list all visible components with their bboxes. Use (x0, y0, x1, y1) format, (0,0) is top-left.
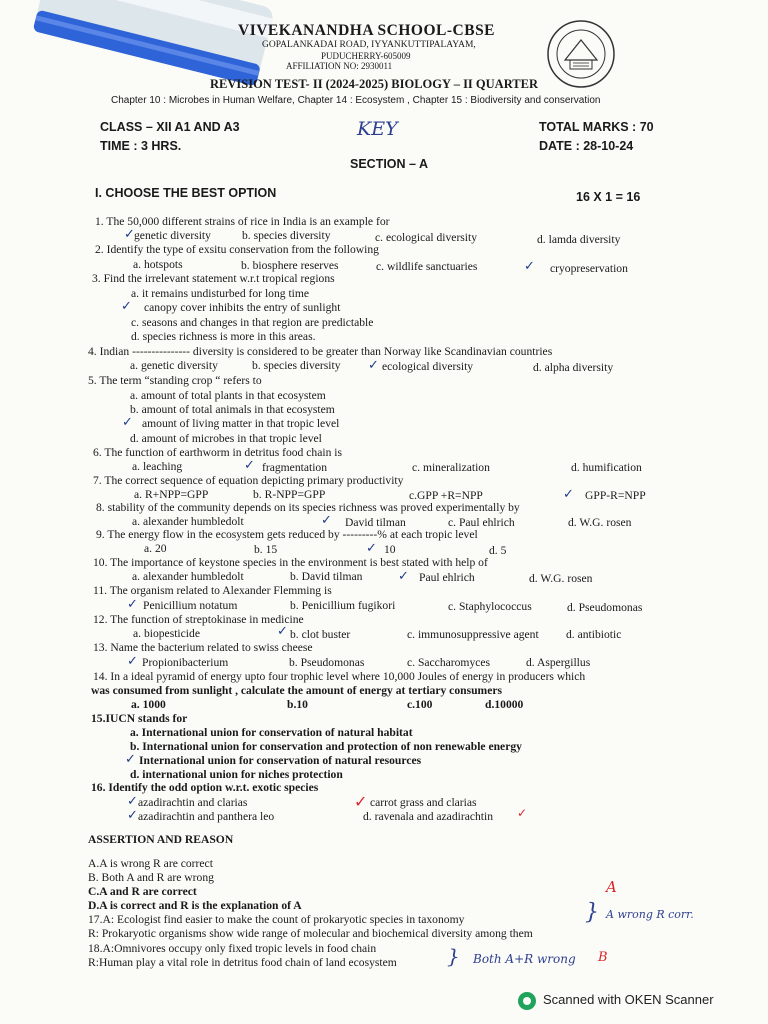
question-6: 6. The function of earthworm in detritus food chain is (93, 446, 342, 459)
question-12: 12. The function of streptokinase in medicine (93, 613, 304, 626)
exam-date: DATE : 28-10-24 (539, 139, 634, 153)
check-icon: ✓ (277, 624, 288, 639)
total-marks: TOTAL MARKS : 70 (539, 120, 654, 134)
check-icon: ✓ (366, 541, 377, 556)
check-icon: ✓ (321, 513, 332, 528)
question-2: 2. Identify the type of exsitu conservation from the following (95, 243, 379, 256)
question-11: 11. The organism related to Alexander Flemming is (93, 584, 332, 597)
note-18-handwritten: Both A+R wrong (473, 952, 576, 966)
question-14-cont: was consumed from sunlight , calculate the amount of energy at tertiary consumers (91, 684, 502, 697)
q7-option-c: c.GPP +R=NPP (409, 489, 483, 502)
exam-title: REVISION TEST- II (2024-2025) BIOLOGY – II QUARTER (210, 77, 538, 91)
question-17-reason: R: Prokaryotic organisms show wide range of molecular and biochemical diversity among them (88, 927, 533, 940)
answer-18-handwritten: B (598, 950, 608, 965)
cbse-logo (545, 18, 617, 90)
assertion-heading: ASSERTION AND REASON (88, 833, 234, 846)
q3-option-c: c. seasons and changes in that region are predictable (131, 316, 374, 329)
q2-option-c: c. wildlife sanctuaries (376, 260, 478, 273)
check-icon: ✓ (125, 752, 136, 767)
q13-option-d: d. Aspergillus (526, 656, 591, 669)
q9-option-d: d. 5 (489, 544, 507, 557)
assertion-option-a: A.A is wrong R are correct (88, 857, 213, 870)
check-icon: ✓ (354, 792, 368, 811)
class-label: CLASS – XII A1 AND A3 (100, 120, 240, 134)
question-14: 14. In a ideal pyramid of energy upto four trophic level where 10,000 Joules of energy in producers which (93, 670, 586, 683)
question-13: 13. Name the bacterium related to swiss cheese (93, 641, 313, 654)
school-name: VIVEKANANDHA SCHOOL-CBSE (238, 22, 496, 39)
q3-option-b: canopy cover inhibits the entry of sunlight (144, 301, 341, 314)
check-icon: ✓ (127, 808, 138, 823)
question-9: 9. The energy flow in the ecosystem gets reduced by ---------% at each tropic level (96, 528, 478, 541)
q2-option-a: a. hotspots (133, 258, 183, 271)
part-marks: 16 X 1 = 16 (576, 190, 641, 204)
q13-option-c: c. Saccharomyces (407, 656, 491, 669)
q9-option-a: a. 20 (144, 542, 167, 555)
q6-option-a: a. leaching (132, 460, 183, 473)
q16-option-a: azadirachtin and clarias (138, 796, 248, 809)
q3-option-a: a. it remains undisturbed for long time (131, 287, 310, 300)
q8-option-d: d. W.G. rosen (568, 516, 632, 529)
q12-option-d: d. antibiotic (566, 628, 622, 641)
q12-option-b: b. clot buster (290, 628, 351, 641)
q4-option-b: b. species diversity (252, 359, 341, 372)
school-address: GOPALANKADAI ROAD, IYYANKUTTIPALAYAM, (262, 40, 476, 50)
check-icon: ✓ (127, 654, 138, 669)
check-icon: ✓ (368, 358, 379, 373)
check-icon: ✓ (122, 415, 133, 430)
q11-option-b: b. Penicillium fugikori (290, 599, 396, 612)
school-affiliation: AFFILIATION NO: 2930011 (286, 61, 393, 71)
question-18-assertion: 18.A:Omnivores occupy only fixed tropic levels in food chain (88, 942, 377, 955)
q10-option-d: d. W.G. rosen (529, 572, 593, 585)
q15-option-a: a. International union for conservation of natural habitat (130, 726, 413, 739)
q9-option-c: 10 (384, 543, 396, 556)
q5-option-c: amount of living matter in that tropic level (142, 417, 340, 430)
q16-option-c: azadirachtin and panthera leo (138, 810, 275, 823)
scanner-label: Scanned with OKEN Scanner (543, 992, 714, 1007)
question-1: 1. The 50,000 different strains of rice in India is an example for (95, 215, 390, 228)
q4-option-a: a. genetic diversity (130, 359, 218, 372)
q13-option-a: Propionibacterium (142, 656, 229, 669)
check-icon: ✓ (244, 458, 255, 473)
q5-option-a: a. amount of total plants in that ecosystem (130, 389, 326, 402)
q2-option-d: cryopreservation (550, 262, 628, 275)
question-17-assertion: 17.A: Ecologist find easier to make the count of prokaryotic species in taxonomy (88, 913, 465, 926)
question-18-reason: R:Human play a vital role in detritus food chain of land ecosystem (88, 956, 397, 969)
scanner-logo-icon (517, 991, 537, 1011)
chapters-line: Chapter 10 : Microbes in Human Welfare, Chapter 14 : Ecosystem , Chapter 15 : Biodiversity and conservation (111, 95, 601, 106)
q9-option-b: b. 15 (254, 543, 278, 556)
check-icon: ✓ (398, 569, 409, 584)
q11-option-a: Penicillium notatum (143, 599, 238, 612)
q7-option-a: a. R+NPP=GPP (134, 488, 209, 501)
q12-option-a: a. biopesticide (133, 627, 200, 640)
q15-option-b: b. International union for conservation and protection of non renewable energy (130, 740, 522, 753)
question-3: 3. Find the irrelevant statement w.r.t tropical regions (92, 272, 335, 285)
question-16: 16. Identify the odd option w.r.t. exotic species (91, 781, 319, 794)
q7-option-b: b. R-NPP=GPP (253, 488, 326, 501)
check-icon: ✓ (127, 794, 138, 809)
question-8: 8. stability of the community depends on its species richness was proved experimentally by (96, 501, 520, 514)
section-heading: SECTION – A (350, 157, 429, 171)
q13-option-b: b. Pseudomonas (289, 656, 365, 669)
question-5: 5. The term “standing crop “ refers to (88, 374, 262, 387)
check-icon: ✓ (517, 806, 528, 820)
q10-option-a: a. alexander humbledolt (132, 570, 244, 583)
q6-option-c: c. mineralization (412, 461, 490, 474)
q1-option-a: genetic diversity (134, 229, 211, 242)
q11-option-c: c. Staphylococcus (448, 600, 532, 613)
q7-option-d: GPP-R=NPP (585, 489, 646, 502)
q15-option-c: International union for conservation of natural resources (139, 754, 422, 767)
q15-option-d: d. international union for niches protection (130, 768, 343, 781)
assertion-option-b: B. Both A and R are wrong (88, 871, 214, 884)
q3-option-d: d. species richness is more in this areas. (131, 330, 316, 343)
question-10: 10. The importance of keystone species in the environment is best stated with help of (93, 556, 488, 569)
q12-option-c: c. immunosuppressive agent (407, 628, 539, 641)
brace-18: } (447, 944, 460, 968)
q1-option-c: c. ecological diversity (375, 231, 478, 244)
q8-option-b: David tilman (345, 516, 406, 529)
q8-option-c: c. Paul ehlrich (448, 516, 515, 529)
check-icon: ✓ (563, 487, 574, 502)
note-17-handwritten: A wrong R corr. (606, 908, 694, 921)
time-label: TIME : 3 HRS. (100, 139, 182, 153)
q6-option-d: d. humification (571, 461, 642, 474)
q5-option-d: d. amount of microbes in that tropic level (130, 432, 322, 445)
assertion-option-d: D.A is correct and R is the explanation of A (88, 899, 302, 912)
q1-option-b: b. species diversity (242, 229, 331, 242)
check-icon: ✓ (524, 259, 535, 274)
q10-option-b: b. David tilman (290, 570, 363, 583)
q4-option-d: d. alpha diversity (533, 361, 614, 374)
q14-option-c: c.100 (407, 698, 433, 711)
q5-option-b: b. amount of total animals in that ecosystem (130, 403, 335, 416)
q10-option-c: Paul ehlrich (419, 571, 475, 584)
q6-option-b: fragmentation (262, 461, 328, 474)
assertion-option-c: C.A and R are correct (88, 885, 197, 898)
part-heading: I. CHOOSE THE BEST OPTION (95, 186, 277, 200)
q2-option-b: b. biosphere reserves (241, 259, 339, 272)
q14-option-b: b.10 (287, 698, 308, 711)
check-icon: ✓ (124, 227, 135, 242)
answer-17-handwritten: A (606, 878, 617, 896)
q11-option-d: d. Pseudomonas (567, 601, 643, 614)
q14-option-a: a. 1000 (131, 698, 166, 711)
q8-option-a: a. alexander humbledolt (132, 515, 244, 528)
school-city: PUDUCHERRY-605009 (321, 51, 411, 61)
question-15: 15.IUCN stands for (91, 712, 188, 725)
check-icon: ✓ (121, 299, 132, 314)
key-handwritten: KEY (357, 118, 398, 140)
q4-option-c: ecological diversity (382, 360, 474, 373)
brace-17: } (585, 900, 599, 925)
question-4: 4. Indian --------------- diversity is considered to be greater than Norway like Scandinavian countries (88, 345, 553, 358)
q16-option-d: d. ravenala and azadirachtin (363, 810, 494, 823)
question-7: 7. The correct sequence of equation depicting primary productivity (93, 474, 404, 487)
check-icon: ✓ (127, 597, 138, 612)
q14-option-d: d.10000 (485, 698, 524, 711)
q1-option-d: d. lamda diversity (537, 233, 621, 246)
q16-option-b: carrot grass and clarias (370, 796, 477, 809)
